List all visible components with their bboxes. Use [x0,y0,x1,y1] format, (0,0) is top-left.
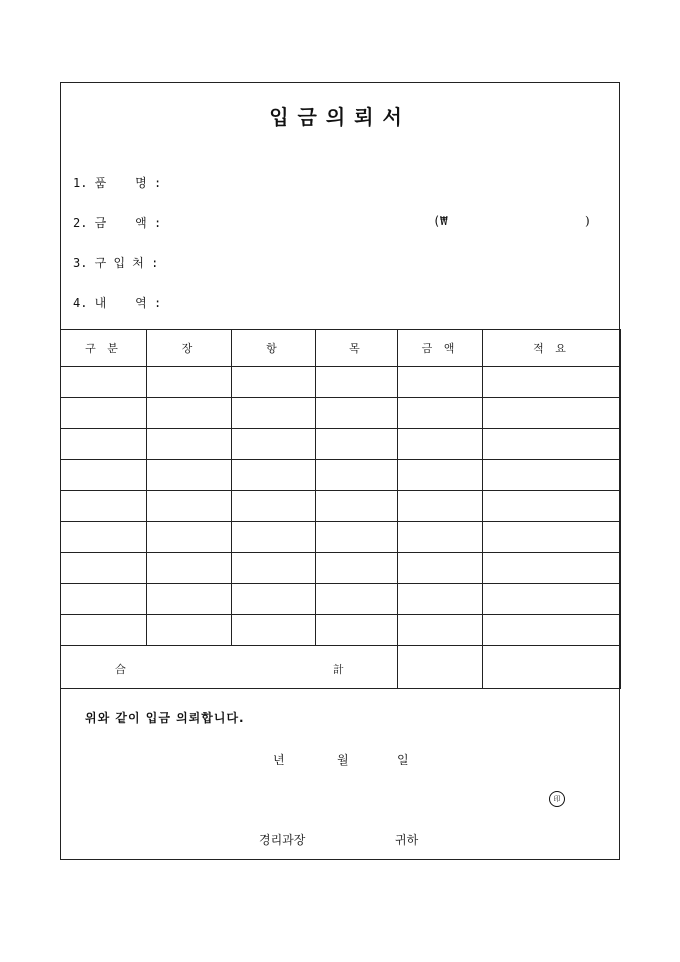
cell-amount[interactable] [398,491,483,522]
cell-amount[interactable] [398,584,483,615]
cell-category[interactable] [61,522,147,553]
cell-remarks[interactable] [483,553,621,584]
table-row [61,367,621,398]
cell-amount[interactable] [398,367,483,398]
cell-category[interactable] [61,460,147,491]
cell-item[interactable] [316,491,398,522]
addressee-honorific: 귀하 [395,833,419,847]
cell-category[interactable] [61,491,147,522]
field-details: 4. 내 역 : [73,296,162,310]
cell-category[interactable] [61,398,147,429]
header-amount: 금 액 [398,330,483,367]
table-row [61,429,621,460]
table-row [61,460,621,491]
cell-remarks[interactable] [483,491,621,522]
total-label-left: 合 [115,663,126,676]
cell-section[interactable] [232,615,316,646]
cell-chapter[interactable] [147,553,232,584]
table-row [61,584,621,615]
cell-chapter[interactable] [147,491,232,522]
cell-category[interactable] [61,553,147,584]
cell-section[interactable] [232,398,316,429]
field-vendor: 3. 구 입 처 : [73,256,159,270]
cell-section[interactable] [232,522,316,553]
cell-section[interactable] [232,491,316,522]
date-day: 일 [397,753,409,767]
cell-item[interactable] [316,429,398,460]
amount-currency-close: ) [585,214,590,228]
date-month: 월 [337,753,349,767]
cell-amount[interactable] [398,398,483,429]
table-row [61,491,621,522]
cell-item[interactable] [316,460,398,491]
seal-stamp-icon: 印 [549,791,565,807]
total-amount-cell[interactable] [398,646,483,689]
cell-remarks[interactable] [483,429,621,460]
cell-item[interactable] [316,398,398,429]
cell-section[interactable] [232,429,316,460]
cell-amount[interactable] [398,429,483,460]
cell-item[interactable] [316,615,398,646]
total-label-right: 計 [333,663,344,676]
cell-category[interactable] [61,367,147,398]
cell-category[interactable] [61,615,147,646]
field-item-name: 1. 품 명 : [73,176,162,190]
cell-remarks[interactable] [483,398,621,429]
form-title: 입금의뢰서 [269,105,411,129]
cell-amount[interactable] [398,553,483,584]
cell-remarks[interactable] [483,460,621,491]
total-row [61,646,621,689]
total-remarks-cell[interactable] [483,646,621,689]
table-row [61,615,621,646]
cell-amount[interactable] [398,615,483,646]
header-category: 구 분 [61,330,147,367]
total-label-cell [61,646,398,689]
cell-item[interactable] [316,522,398,553]
cell-amount[interactable] [398,522,483,553]
cell-section[interactable] [232,460,316,491]
table-row [61,522,621,553]
cell-chapter[interactable] [147,367,232,398]
cell-chapter[interactable] [147,398,232,429]
deposit-request-form [60,82,620,860]
cell-remarks[interactable] [483,367,621,398]
date-year: 년 [273,753,285,767]
cell-remarks[interactable] [483,584,621,615]
cell-item[interactable] [316,367,398,398]
cell-amount[interactable] [398,460,483,491]
amount-currency-open: (₩ [433,214,448,228]
cell-chapter[interactable] [147,584,232,615]
field-amount: 2. 금 액 : [73,216,162,230]
table-row [61,398,621,429]
cell-category[interactable] [61,584,147,615]
cell-chapter[interactable] [147,522,232,553]
cell-section[interactable] [232,584,316,615]
cell-chapter[interactable] [147,429,232,460]
table-header-row [61,330,621,367]
cell-remarks[interactable] [483,615,621,646]
table-row [61,553,621,584]
addressee-name: 경리과장 [259,833,306,847]
cell-section[interactable] [232,367,316,398]
header-chapter: 장 [147,330,232,367]
budget-table [60,329,621,689]
cell-chapter[interactable] [147,460,232,491]
header-remarks: 적 요 [483,330,621,367]
cell-item[interactable] [316,584,398,615]
cell-section[interactable] [232,553,316,584]
cell-category[interactable] [61,429,147,460]
header-section: 항 [232,330,316,367]
cell-remarks[interactable] [483,522,621,553]
cell-item[interactable] [316,553,398,584]
header-item: 목 [316,330,398,367]
cell-chapter[interactable] [147,615,232,646]
request-statement: 위와 같이 입금 의뢰합니다. [85,711,245,725]
